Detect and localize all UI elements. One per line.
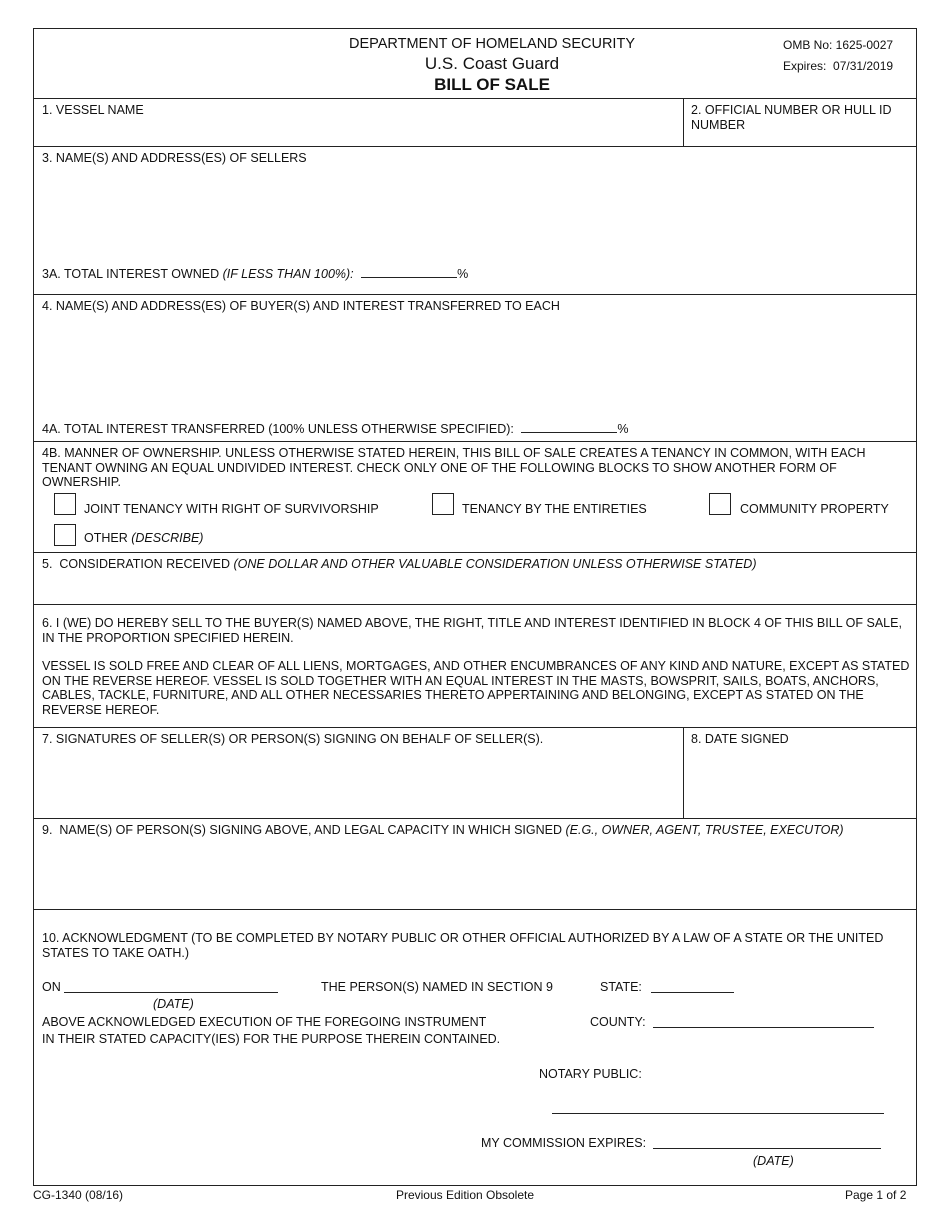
sale-statement: 6. I (WE) DO HEREBY SELL TO THE BUYER(S) NAMED ABOVE, THE RIGHT, TITLE AND INTEREST IDENTIFIED IN BLOCK 4 OF THIS BILL OF SALE, IN THE PROPORTION SPECIFIED HEREIN. [42,616,902,645]
component-name: U.S. Coast Guard [424,54,560,73]
ownership-instructions: 4B. MANNER OF OWNERSHIP. UNLESS OTHERWISE STATED HEREIN, THIS BILL OF SALE CREATES A TENANCY IN COMMON, WITH EACH TENANT OWNING AN EQUAL UNDIVIDED INTEREST. CHECK ONLY ONE OF THE FOLLOWING BLOCKS TO SHOW ANOTHER FORM OF OWNERSHIP. [42,446,866,489]
consideration-label: 5. CONSIDERATION RECEIVED [42,557,234,571]
signers-note: (E.G., OWNER, AGENT, TRUSTEE, EXECUTOR) [565,823,844,837]
consideration-field[interactable] [40,576,910,600]
percent-sign: % [457,267,469,281]
interest-owned-field[interactable] [361,265,457,278]
divider [33,146,917,147]
notary-public-label: NOTARY PUBLIC: [539,1067,642,1081]
county-field[interactable] [653,1027,874,1028]
divider [33,604,917,605]
form-number: CG-1340 (08/16) [33,1188,124,1202]
interest-transferred-label: 4A. TOTAL INTEREST TRANSFERRED (100% UNLESS OTHERWISE SPECIFIED): [42,422,514,436]
notary-signature-field[interactable] [552,1113,884,1114]
other-ownership-label: OTHER [84,531,132,545]
vessel-name-field[interactable] [40,120,676,142]
divider [33,552,917,553]
tenancy-entireties-label: TENANCY BY THE ENTIRETIES [462,502,647,516]
divider [33,294,917,295]
county-label: COUNTY: [590,1015,646,1029]
persons-named-label: THE PERSON(S) NAMED IN SECTION 9 [321,980,553,994]
interest-owned-note: (IF LESS THAN 100%): [222,267,354,281]
ack-text-line1: ABOVE ACKNOWLEDGED EXECUTION OF THE FOREGOING INSTRUMENT [42,1015,487,1029]
divider [683,98,684,146]
divider [683,727,684,818]
community-property-checkbox[interactable] [709,493,731,515]
signers-row [42,823,844,838]
buyers-label: 4. NAME(S) AND ADDRESS(ES) OF BUYER(S) AND INTEREST TRANSFERRED TO EACH [42,299,560,313]
official-number-label: 2. OFFICIAL NUMBER OR HULL ID NUMBER [691,103,892,132]
date-signed-label: 8. DATE SIGNED [691,732,789,746]
tenancy-entireties-checkbox[interactable] [432,493,454,515]
seller-signatures-label: 7. SIGNATURES OF SELLER(S) OR PERSON(S) SIGNING ON BEHALF OF SELLER(S). [42,732,544,746]
divider [33,98,917,99]
interest-owned-row [42,265,468,282]
agency-name: DEPARTMENT OF HOMELAND SECURITY [348,36,635,52]
sellers-label: 3. NAME(S) AND ADDRESS(ES) OF SELLERS [42,151,307,165]
interest-transferred-row [42,420,628,437]
acknowledgment-date-field[interactable] [64,992,278,993]
expiration-date: Expires: 07/31/2019 [783,59,894,73]
seller-signatures-field[interactable] [40,752,676,812]
other-ownership-row [84,531,203,546]
state-label: STATE: [600,980,642,994]
official-number-field[interactable] [690,132,910,144]
other-ownership-note: (DESCRIBE) [131,531,204,545]
page-title: BILL OF SALE [434,75,550,94]
buyers-field[interactable] [40,316,910,411]
acknowledgment-label: 10. ACKNOWLEDGMENT (TO BE COMPLETED BY NOTARY PUBLIC OR OTHER OFFICIAL AUTHORIZED BY A LAW OF A STATE OR THE UNITED STATES TO TAKE OATH.) [42,931,884,960]
state-field[interactable] [651,992,734,993]
community-property-label: COMMUNITY PROPERTY [740,502,889,516]
vessel-name-label: 1. VESSEL NAME [42,103,144,117]
divider [33,727,917,728]
consideration-note: (ONE DOLLAR AND OTHER VALUABLE CONSIDERATION UNLESS OTHERWISE STATED) [233,557,757,571]
signers-field[interactable] [40,842,910,904]
date-caption: (DATE) [153,997,194,1011]
date-signed-field[interactable] [690,752,910,812]
divider [33,909,917,910]
consideration-row [42,557,756,572]
liens-statement: VESSEL IS SOLD FREE AND CLEAR OF ALL LIENS, MORTGAGES, AND OTHER ENCUMBRANCES OF ANY KIND AND NATURE, EXCEPT AS STATED ON THE REVERSE HEREOF. VESSEL IS SOLD TOGETHER WITH AN EQUAL INTEREST IN THE MASTS, BOWSPRIT, SAILS, BOATS, ANCHORS, CABLES, TACKLE, FURNITURE, AND ALL OTHER NECESSARIES THERETO APPERTAINING AND BELONGING, EXCEPT AS STATED ON THE REVERSE HEREOF. [42,659,910,717]
commission-expires-field[interactable] [653,1148,881,1149]
joint-tenancy-checkbox[interactable] [54,493,76,515]
omb-number: OMB No: 1625-0027 [783,38,894,52]
commission-date-caption: (DATE) [753,1154,794,1168]
interest-transferred-field[interactable] [521,420,617,433]
page-number: Page 1 of 2 [845,1188,907,1202]
signers-label: 9. NAME(S) OF PERSON(S) SIGNING ABOVE, AND LEGAL CAPACITY IN WHICH SIGNED [42,823,566,837]
interest-owned-label: 3A. TOTAL INTEREST OWNED [42,267,223,281]
ack-text-line2: IN THEIR STATED CAPACITY(IES) FOR THE PURPOSE THEREIN CONTAINED. [42,1032,501,1046]
sellers-field[interactable] [40,168,910,258]
percent-sign: % [617,422,629,436]
edition-notice: Previous Edition Obsolete [395,1188,535,1202]
divider [33,818,917,819]
joint-tenancy-label: JOINT TENANCY WITH RIGHT OF SURVIVORSHIP [84,502,379,516]
on-label: ON [42,980,61,994]
divider [33,441,917,442]
commission-expires-label: MY COMMISSION EXPIRES: [481,1136,647,1150]
other-ownership-checkbox[interactable] [54,524,76,546]
